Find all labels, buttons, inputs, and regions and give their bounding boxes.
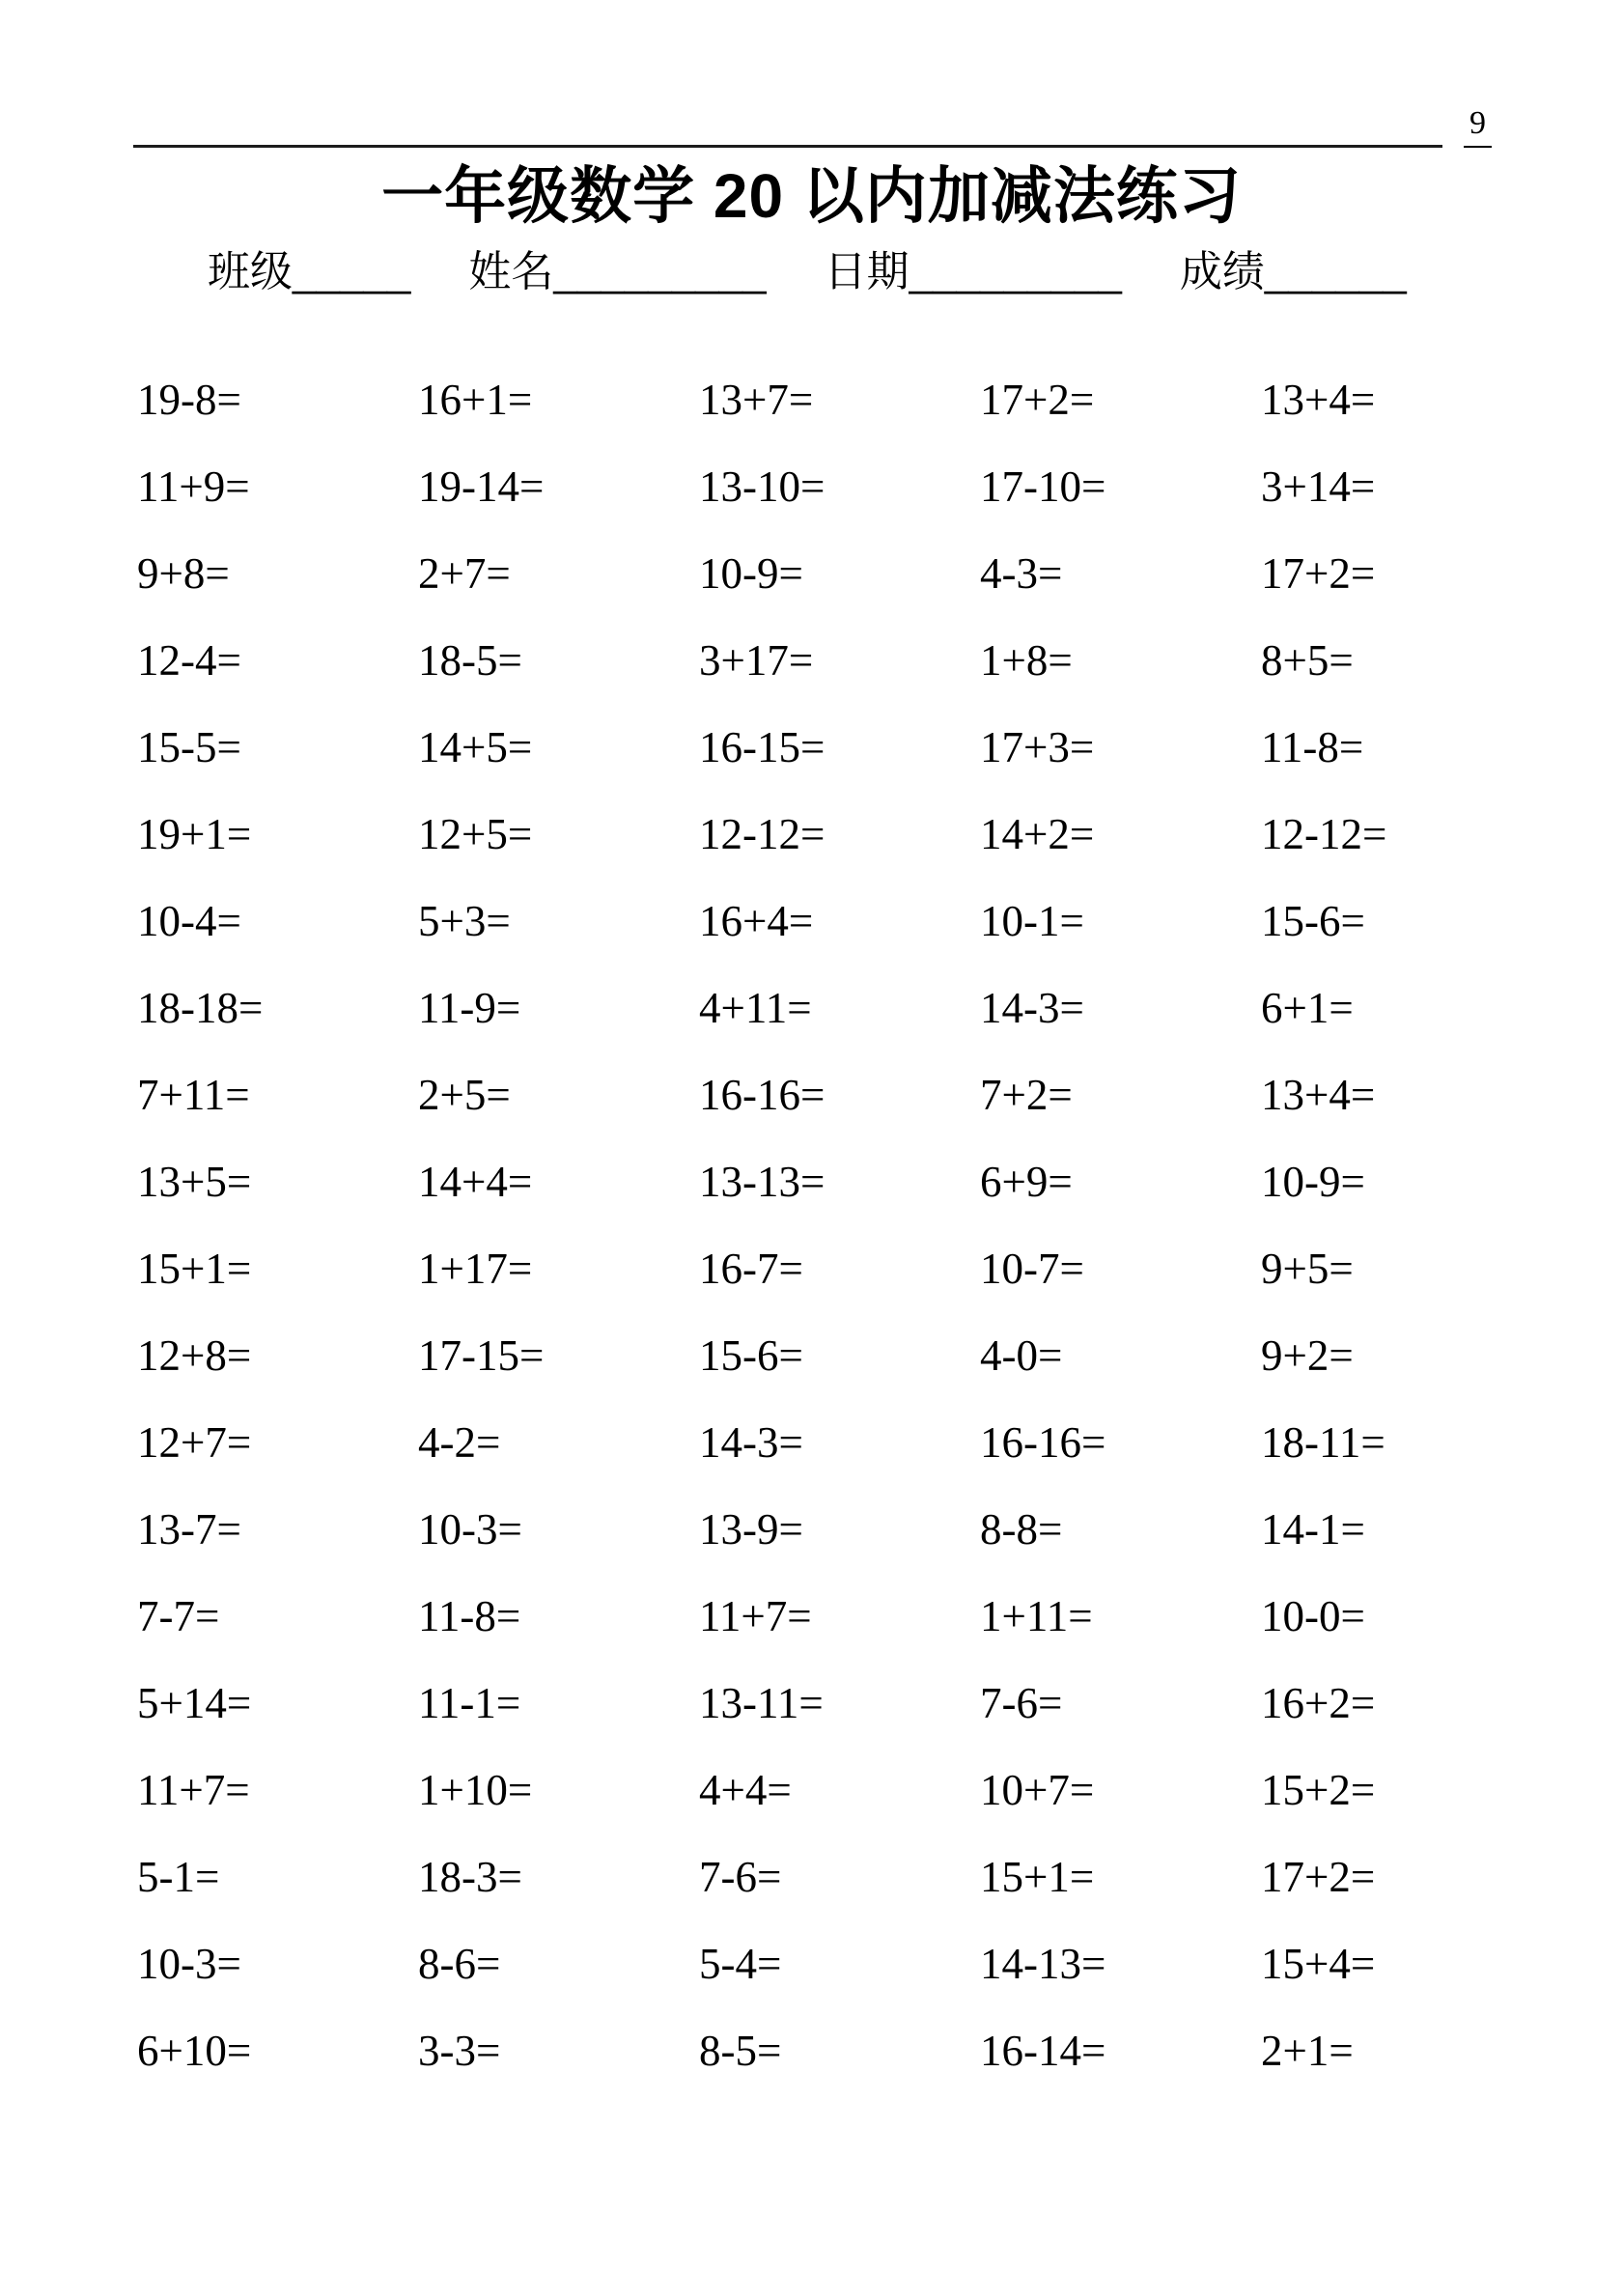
problem-cell: 15+2= bbox=[1261, 1766, 1376, 1814]
problem-cell: 16-16= bbox=[980, 1418, 1106, 1467]
problem-cell: 15+1= bbox=[137, 1245, 252, 1293]
problem-cell: 12+5= bbox=[418, 810, 533, 858]
problem-cell: 12+7= bbox=[137, 1418, 252, 1467]
problem-cell: 14-3= bbox=[699, 1418, 803, 1467]
problem-cell: 7+11= bbox=[137, 1071, 250, 1119]
problem-cell: 11-9= bbox=[418, 984, 521, 1032]
problem-cell: 15-6= bbox=[699, 1331, 803, 1380]
problem-cell: 16+1= bbox=[418, 376, 533, 424]
problem-cell: 10-7= bbox=[980, 1245, 1084, 1293]
problem-cell: 19-8= bbox=[137, 376, 241, 424]
problem-cell: 2+7= bbox=[418, 549, 511, 598]
problem-cell: 15-5= bbox=[137, 723, 241, 771]
problem-cell: 1+8= bbox=[980, 636, 1073, 685]
field-label: 班级 bbox=[208, 248, 293, 295]
problem-cell: 11+9= bbox=[137, 462, 250, 511]
problem-cell: 9+2= bbox=[1261, 1331, 1354, 1380]
problem-cell: 7-6= bbox=[699, 1853, 782, 1901]
problem-cell: 14-1= bbox=[1261, 1505, 1365, 1554]
problem-cell: 17+3= bbox=[980, 723, 1095, 771]
problem-cell: 10-9= bbox=[699, 549, 803, 598]
problem-cell: 14+2= bbox=[980, 810, 1095, 858]
problem-cell: 8-6= bbox=[418, 1940, 501, 1988]
problem-cell: 15+4= bbox=[1261, 1940, 1376, 1988]
problem-cell: 10-9= bbox=[1261, 1158, 1365, 1206]
header-field bbox=[825, 247, 1122, 298]
problem-cell: 4+11= bbox=[699, 984, 812, 1032]
problem-cell: 3+17= bbox=[699, 636, 814, 685]
problem-cell: 10-4= bbox=[137, 897, 241, 945]
problem-cell: 10-1= bbox=[980, 897, 1084, 945]
problem-cell: 18-3= bbox=[418, 1853, 522, 1901]
problem-cell: 15+1= bbox=[980, 1853, 1095, 1901]
problem-cell: 7+2= bbox=[980, 1071, 1073, 1119]
problem-cell: 4-3= bbox=[980, 549, 1063, 598]
problem-cell: 8+5= bbox=[1261, 636, 1354, 685]
problem-cell: 13+4= bbox=[1261, 1071, 1376, 1119]
problem-cell: 12+8= bbox=[137, 1331, 252, 1380]
field-blank-line: _____ bbox=[293, 248, 411, 295]
problem-cell: 19+1= bbox=[137, 810, 252, 858]
problem-cell: 8-5= bbox=[699, 2027, 782, 2075]
problem-cell: 1+17= bbox=[418, 1245, 533, 1293]
problem-cell: 18-18= bbox=[137, 984, 264, 1032]
problem-cell: 13+7= bbox=[699, 376, 814, 424]
header-field bbox=[1180, 247, 1407, 298]
problem-cell: 4-0= bbox=[980, 1331, 1063, 1380]
header-field bbox=[468, 247, 766, 298]
problem-cell: 12-12= bbox=[1261, 810, 1387, 858]
problem-cell: 6+1= bbox=[1261, 984, 1354, 1032]
problem-cell: 2+5= bbox=[418, 1071, 511, 1119]
problem-cell: 10-3= bbox=[137, 1940, 241, 1988]
problem-cell: 4+4= bbox=[699, 1766, 792, 1814]
problem-cell: 19-14= bbox=[418, 462, 545, 511]
problem-cell: 13-11= bbox=[699, 1679, 824, 1727]
problem-cell: 10-0= bbox=[1261, 1592, 1365, 1640]
problem-cell: 13-13= bbox=[699, 1158, 825, 1206]
problem-cell: 18-11= bbox=[1261, 1418, 1385, 1467]
problem-cell: 6+10= bbox=[137, 2027, 252, 2075]
problem-cell: 13+4= bbox=[1261, 376, 1376, 424]
problem-cell: 14+5= bbox=[418, 723, 533, 771]
problem-cell: 9+8= bbox=[137, 549, 230, 598]
problem-cell: 12-4= bbox=[137, 636, 241, 685]
problem-cell: 17+2= bbox=[1261, 1853, 1376, 1901]
problem-cell: 3+14= bbox=[1261, 462, 1376, 511]
problem-cell: 16+2= bbox=[1261, 1679, 1376, 1727]
problem-cell: 5+3= bbox=[418, 897, 511, 945]
field-blank-line: ______ bbox=[1264, 248, 1407, 295]
problem-cell: 5-1= bbox=[137, 1853, 220, 1901]
problem-cell: 17-15= bbox=[418, 1331, 545, 1380]
header-field bbox=[208, 247, 410, 298]
problem-cell: 7-6= bbox=[980, 1679, 1063, 1727]
field-label: 日期 bbox=[824, 248, 909, 295]
page-title: 一年级数学 20 以内加减法练习 bbox=[381, 161, 1242, 231]
problem-cell: 14-13= bbox=[980, 1940, 1106, 1988]
problem-cell: 16-16= bbox=[699, 1071, 825, 1119]
problem-cell: 15-6= bbox=[1261, 897, 1365, 945]
problem-cell: 6+9= bbox=[980, 1158, 1073, 1206]
problem-cell: 11-8= bbox=[1261, 723, 1364, 771]
problem-cell: 5-4= bbox=[699, 1940, 782, 1988]
problem-cell: 16-14= bbox=[980, 2027, 1106, 2075]
problem-cell: 14+4= bbox=[418, 1158, 533, 1206]
field-blank-line: _________ bbox=[553, 248, 767, 295]
problem-cell: 4-2= bbox=[418, 1418, 501, 1467]
problem-cell: 14-3= bbox=[980, 984, 1084, 1032]
problem-cell: 13-9= bbox=[699, 1505, 803, 1554]
problem-cell: 8-8= bbox=[980, 1505, 1063, 1554]
problem-cell: 13-7= bbox=[137, 1505, 241, 1554]
problem-cell: 1+10= bbox=[418, 1766, 533, 1814]
problem-cell: 11-1= bbox=[418, 1679, 521, 1727]
problem-cell: 17+2= bbox=[1261, 549, 1376, 598]
page-number: 9 bbox=[1464, 104, 1492, 148]
problem-cell: 12-12= bbox=[699, 810, 825, 858]
problem-cell: 2+1= bbox=[1261, 2027, 1354, 2075]
problem-cell: 13-10= bbox=[699, 462, 825, 511]
problem-cell: 17-10= bbox=[980, 462, 1106, 511]
problem-cell: 7-7= bbox=[137, 1592, 220, 1640]
problem-cell: 11+7= bbox=[699, 1592, 812, 1640]
field-blank-line: _________ bbox=[909, 248, 1122, 295]
problem-cell: 18-5= bbox=[418, 636, 522, 685]
problem-cell: 10-3= bbox=[418, 1505, 522, 1554]
problem-cell: 1+11= bbox=[980, 1592, 1093, 1640]
field-label: 姓名 bbox=[468, 248, 554, 295]
problem-cell: 16+4= bbox=[699, 897, 814, 945]
problem-cell: 3-3= bbox=[418, 2027, 501, 2075]
problem-cell: 5+14= bbox=[137, 1679, 252, 1727]
problem-grid bbox=[137, 377, 1542, 2114]
problem-cell: 9+5= bbox=[1261, 1245, 1354, 1293]
header-fields bbox=[208, 247, 1407, 298]
field-label: 成绩 bbox=[1179, 248, 1265, 295]
problem-cell: 16-15= bbox=[699, 723, 825, 771]
problem-cell: 11-8= bbox=[418, 1592, 521, 1640]
problem-cell: 13+5= bbox=[137, 1158, 252, 1206]
problem-cell: 17+2= bbox=[980, 376, 1095, 424]
problem-cell: 10+7= bbox=[980, 1766, 1095, 1814]
problem-cell: 16-7= bbox=[699, 1245, 803, 1293]
problem-cell: 11+7= bbox=[137, 1766, 250, 1814]
